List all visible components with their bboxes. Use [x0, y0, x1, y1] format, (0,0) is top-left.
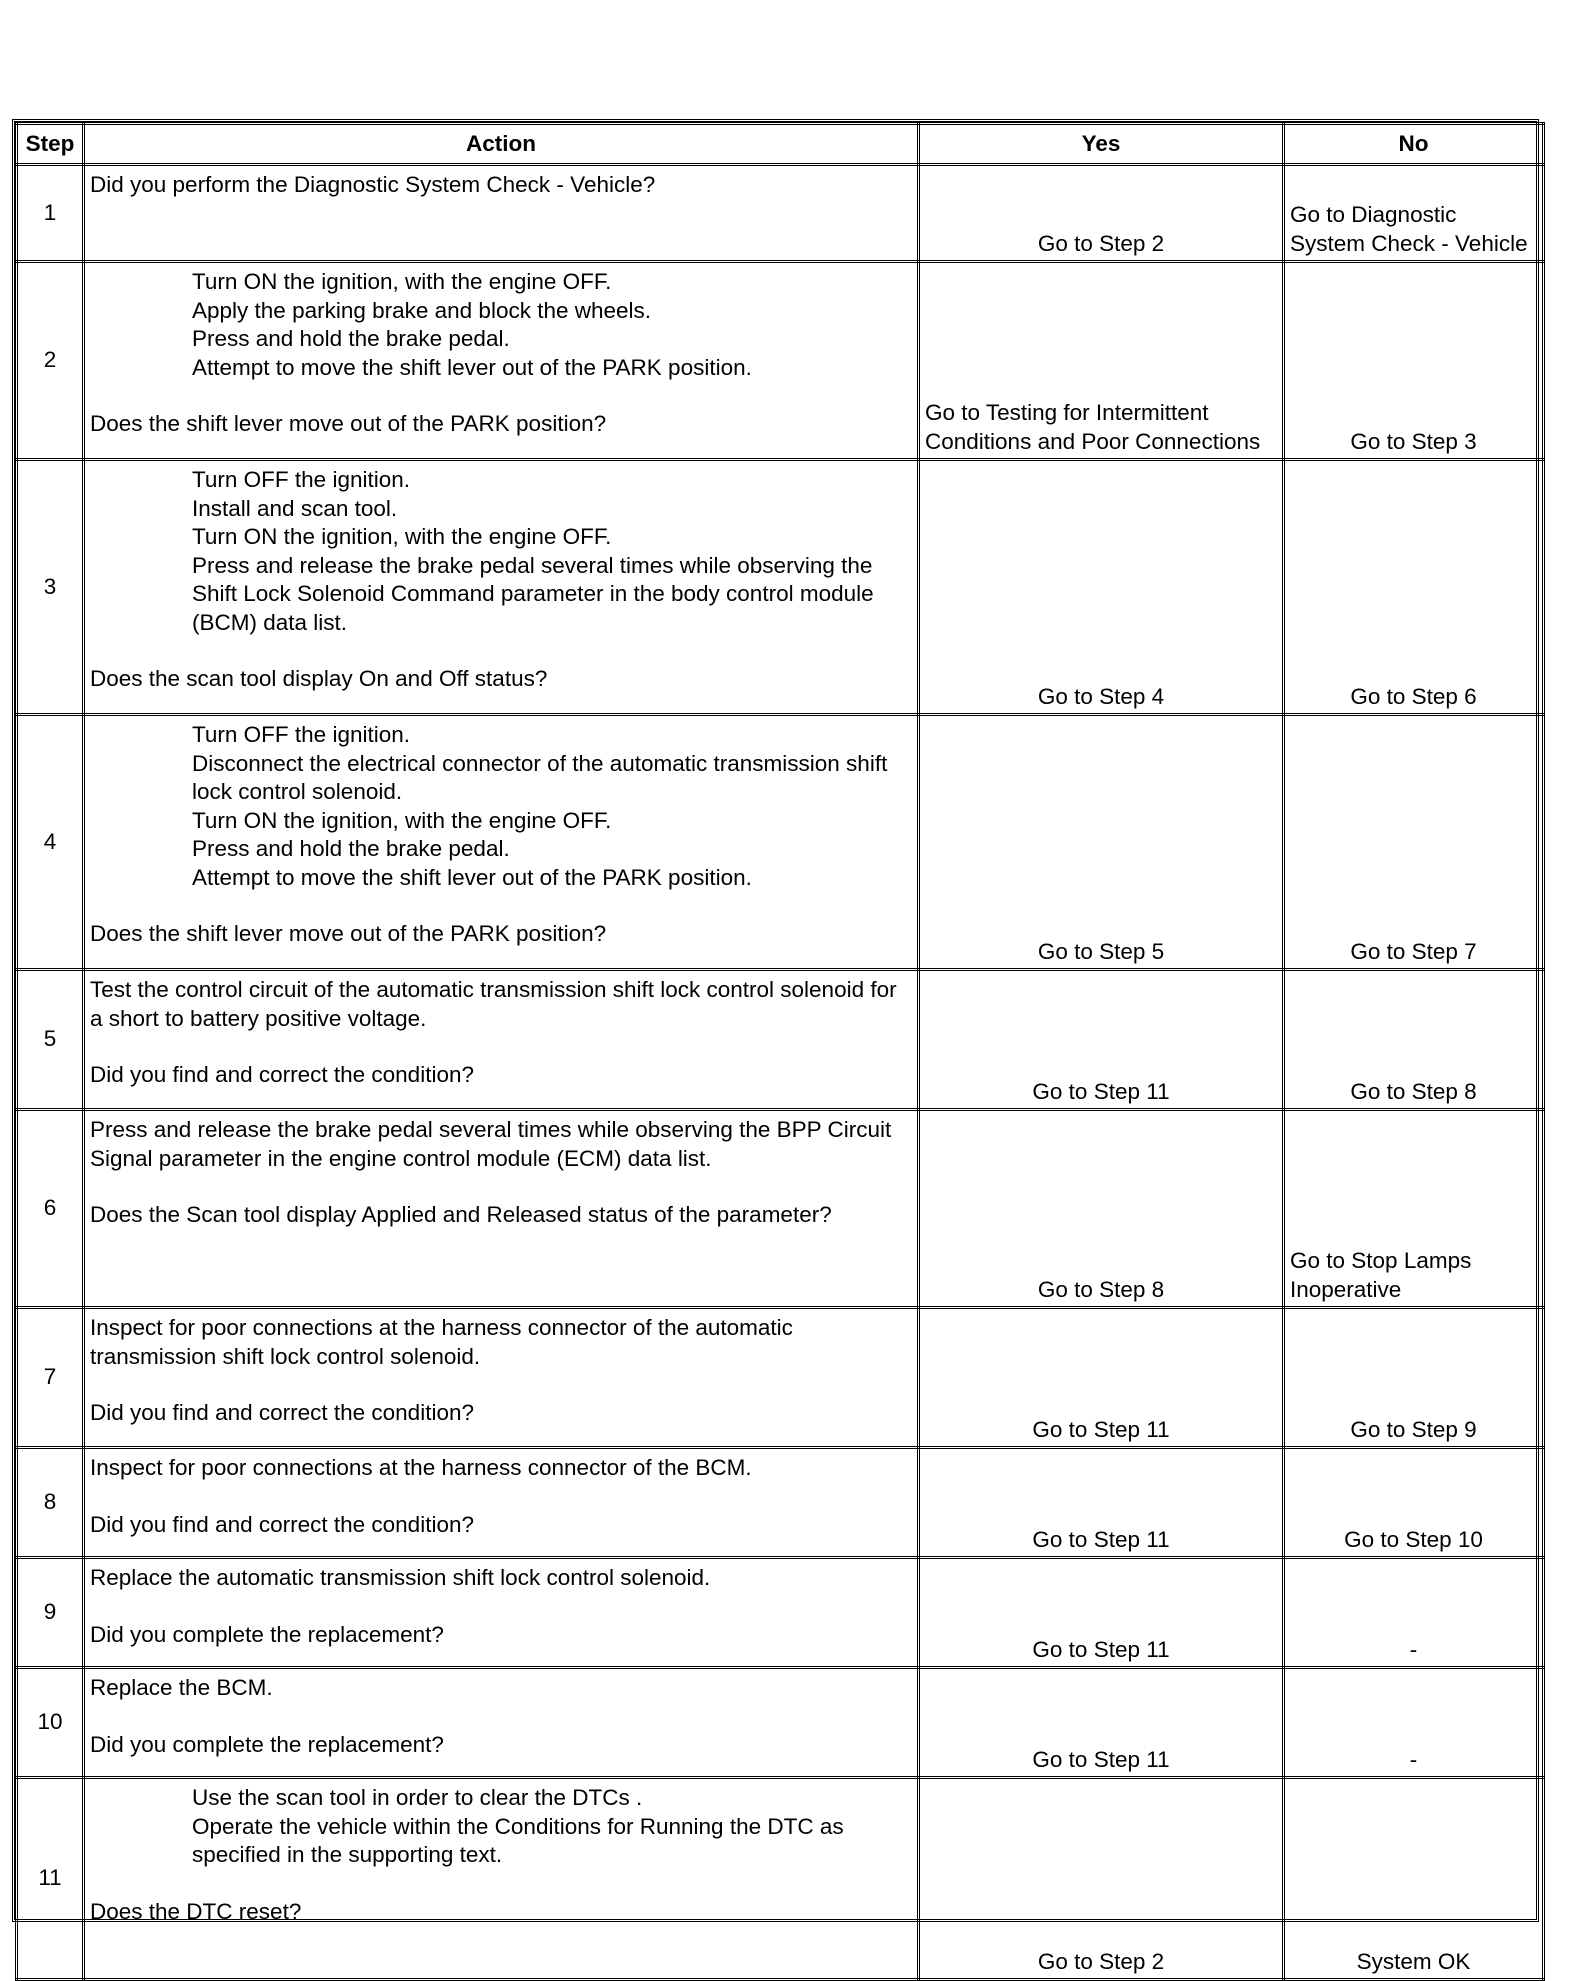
no-result: Go to Stop Lamps Inoperative: [1284, 1110, 1544, 1308]
yes-result: Go to Step 11: [919, 970, 1284, 1110]
action-step: Press and hold the brake pedal.: [192, 326, 510, 351]
action-text: Inspect for poor connections at the harness connector of the automatic transmission shift lock control solenoid.: [90, 1315, 793, 1369]
yes-result: Go to Step 2: [919, 1778, 1284, 1980]
yes-result: Go to Testing for Intermittent Conditions and Poor Connections: [919, 262, 1284, 460]
spacer: [90, 1870, 912, 1898]
action-question: Did you complete the replacement?: [90, 1621, 444, 1647]
action-text: Inspect for poor connections at the harness connector of the BCM.: [90, 1455, 752, 1480]
yes-result: Go to Step 2: [919, 165, 1284, 262]
step-number: 4: [17, 715, 84, 970]
step-number: 7: [17, 1308, 84, 1448]
no-result: Go to Diagnostic System Check - Vehicle: [1284, 165, 1544, 262]
action-question: Does the scan tool display On and Off status?: [90, 666, 548, 691]
yes-result: Go to Step 8: [919, 1110, 1284, 1308]
header-no: No: [1284, 124, 1544, 165]
spacer: [90, 1371, 912, 1399]
action-cell: [84, 165, 919, 262]
no-result: Go to Step 3: [1284, 262, 1544, 460]
yes-result: Go to Step 5: [919, 715, 1284, 970]
action-text: Did you perform the Diagnostic System Check - Vehicle?: [90, 172, 656, 197]
no-result: Go to Step 6: [1284, 460, 1544, 715]
action-steps-list: [90, 721, 912, 892]
step-number: 8: [17, 1448, 84, 1558]
table-row: [17, 1308, 1544, 1448]
step-number: 1: [17, 165, 84, 262]
diagnostic-table: [12, 119, 1539, 1974]
no-result: Go to Step 10: [1284, 1448, 1544, 1558]
action-question: Does the DTC reset?: [90, 1898, 302, 1924]
action-text: Replace the automatic transmission shift lock control solenoid.: [90, 1565, 711, 1590]
action-steps-list: [90, 1784, 912, 1870]
table-row: [17, 715, 1544, 970]
action-question: Does the shift lever move out of the PARK position?: [90, 921, 607, 946]
spacer: [90, 1173, 912, 1201]
action-steps-list: [90, 466, 912, 637]
diagnostic-table-grid: [15, 122, 1545, 1981]
table-row: [17, 460, 1544, 715]
action-cell: [84, 1110, 919, 1308]
action-steps-list: [90, 268, 912, 382]
action-question: Did you find and correct the condition?: [90, 1511, 474, 1537]
header-row: [17, 124, 1544, 165]
action-step: Operate the vehicle within the Conditions for Running the DTC as specified in the supporting text.: [192, 1813, 844, 1867]
yes-result: Go to Step 11: [919, 1308, 1284, 1448]
action-cell: [84, 1778, 919, 1980]
action-cell: [84, 460, 919, 715]
step-number: 10: [17, 1668, 84, 1778]
header-step: Step: [17, 124, 84, 165]
step-number: 3: [17, 460, 84, 715]
no-result: -: [1284, 1558, 1544, 1668]
action-step: Install and scan tool.: [192, 495, 398, 521]
step-number: 9: [17, 1558, 84, 1668]
action-cell: [84, 1448, 919, 1558]
table-row: [17, 1110, 1544, 1308]
action-step: Use the scan tool in order to clear the DTCs .: [192, 1785, 643, 1810]
action-step: Turn ON the ignition, with the engine OFF.: [192, 807, 612, 833]
action-step: Press and release the brake pedal several times while observing the Shift Lock Solenoid Command parameter in the body control module (BCM) data list.: [192, 552, 874, 635]
header-action: Action: [84, 124, 919, 165]
table-row: [17, 165, 1544, 262]
yes-result: Go to Step 11: [919, 1448, 1284, 1558]
action-step: Attempt to move the shift lever out of the PARK position.: [192, 354, 752, 380]
action-cell: [84, 1558, 919, 1668]
action-cell: [84, 1308, 919, 1448]
spacer: [90, 1483, 912, 1511]
table-row: [17, 1448, 1544, 1558]
table-row: [17, 970, 1544, 1110]
table-row: [17, 1778, 1544, 1980]
table-row: [17, 1558, 1544, 1668]
action-step: Press and hold the brake pedal.: [192, 836, 510, 861]
spacer: [90, 1593, 912, 1621]
table-row: [17, 262, 1544, 460]
action-question: Did you find and correct the condition?: [90, 1400, 474, 1425]
step-number: 2: [17, 262, 84, 460]
action-question: Did you find and correct the condition?: [90, 1062, 474, 1087]
spacer: [90, 382, 912, 410]
spacer: [90, 892, 912, 920]
action-step: Turn OFF the ignition.: [192, 467, 411, 492]
action-text: Replace the BCM.: [90, 1675, 273, 1700]
step-number: 6: [17, 1110, 84, 1308]
yes-result: Go to Step 4: [919, 460, 1284, 715]
spacer: [90, 1033, 912, 1061]
spacer: [90, 637, 912, 665]
action-question: Did you complete the replacement?: [90, 1731, 444, 1757]
header-yes: Yes: [919, 124, 1284, 165]
action-text: Press and release the brake pedal several times while observing the BPP Circuit Signal parameter in the engine control module (ECM) data list.: [90, 1117, 892, 1171]
action-question: Does the Scan tool display Applied and Released status of the parameter?: [90, 1202, 832, 1227]
action-step: Apply the parking brake and block the wheels.: [192, 297, 652, 323]
step-number: 5: [17, 970, 84, 1110]
no-result: Go to Step 7: [1284, 715, 1544, 970]
action-step: Turn ON the ignition, with the engine OFF.: [192, 269, 612, 294]
no-result: Go to Step 8: [1284, 970, 1544, 1110]
yes-result: Go to Step 11: [919, 1558, 1284, 1668]
action-step: Turn ON the ignition, with the engine OFF.: [192, 524, 612, 549]
no-result: System OK: [1284, 1778, 1544, 1980]
action-question: Does the shift lever move out of the PARK position?: [90, 411, 607, 436]
action-cell: [84, 1668, 919, 1778]
table-row: [17, 1668, 1544, 1778]
action-text: Test the control circuit of the automatic transmission shift lock control solenoid for a short to battery positive voltage.: [90, 977, 897, 1031]
no-result: Go to Step 9: [1284, 1308, 1544, 1448]
action-cell: [84, 262, 919, 460]
action-step: Turn OFF the ignition.: [192, 722, 411, 747]
no-result: -: [1284, 1668, 1544, 1778]
action-cell: [84, 715, 919, 970]
step-number: 11: [17, 1778, 84, 1980]
spacer: [90, 1703, 912, 1731]
yes-result: Go to Step 11: [919, 1668, 1284, 1778]
action-step: Disconnect the electrical connector of the automatic transmission shift lock control solenoid.: [192, 750, 888, 804]
action-step: Attempt to move the shift lever out of the PARK position.: [192, 864, 752, 890]
action-cell: [84, 970, 919, 1110]
